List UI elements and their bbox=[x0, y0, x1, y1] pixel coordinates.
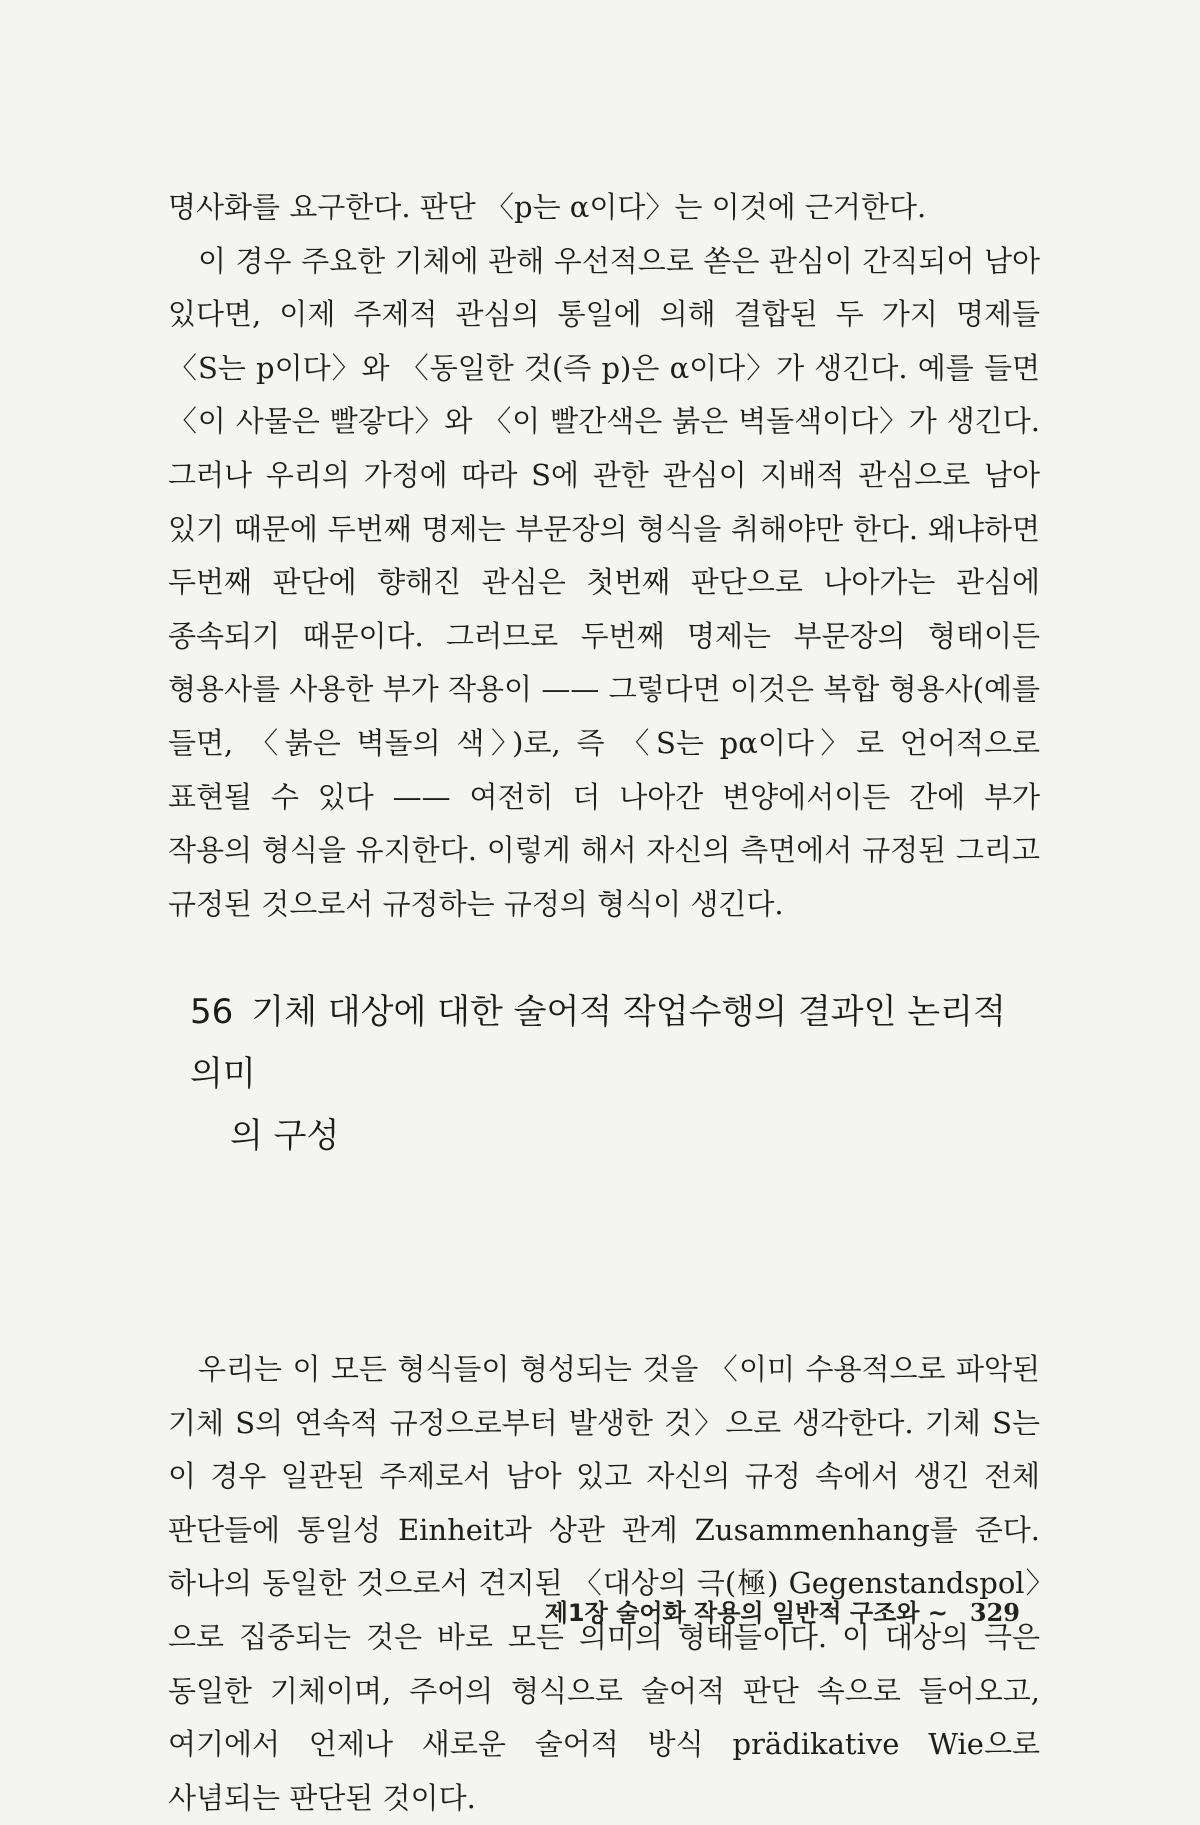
section-title-line2: 의 구성 bbox=[230, 1116, 340, 1156]
running-head: 제1장 술어화 작용의 일반적 구조와 ~ bbox=[544, 1599, 948, 1627]
page-number: 329 bbox=[969, 1598, 1020, 1627]
paragraph-object-pole: 우리는 이 모든 형식들이 형성되는 것을 〈이미 수용적으로 파악된 기체 S의 연속적 규정으로부터 발생한 것〉으로 생각한다. 기체 S는 이 경우 일관된 주제로서 남아 있고 자신의 규정 속에서 생긴 전체 판단들에 통일성 Einheit과 상관 관계 Zusammenhang를 준다. 하나의 동일한 것으로서 견지된 〈대상의 극(極) Gegenstandspol〉으로 집중되는 것은 바로 모든 의미의 형태들이다. 이 대상의 극은 동일한 기체이며, 주어의 형식으로 술어적 판단 속으로 들어오고, 여기에서 언제나 새로운 술어적 방식 prädikative Wie으로 사념되는 판단된 것이다. bbox=[168, 1352, 1040, 1815]
section-title-line1: 기체 대상에 대한 술어적 작업수행의 결과인 논리적 의미 bbox=[190, 992, 1006, 1094]
section-heading bbox=[190, 981, 1040, 1167]
body-text-top bbox=[168, 181, 1040, 931]
paragraph-substrate-interest: 이 경우 주요한 기체에 관해 우선적으로 쏟은 관심이 간직되어 남아 있다면, 이제 주제적 관심의 통일에 의해 결합된 두 가지 명제들 〈S는 p이다〉와 〈동일한 것(즉 p)은 α이다〉가 생긴다. 예를 들면 〈이 사물은 빨갛다〉와 〈이 빨간색은 붉은 벽돌색이다〉가 생긴다. 그러나 우리의 가정에 따라 S에 관한 관심이 지배적 관심으로 남아 있기 때문에 두번째 명제는 부문장의 형식을 취해야만 한다. 왜냐하면 두번째 판단에 향해진 관심은 첫번째 판단으로 나아가는 관심에 종속되기 때문이다. 그러므로 두번째 명제는 부문장의 형태이든 형용사를 사용한 부가 작용이 —— 그렇다면 이것은 복합 형용사(예를 들면, 〈붉은 벽돌의 색〉)로, 즉 〈S는 pα이다〉로 언어적으로 표현될 수 있다 —— 여전히 더 나아간 변양에서이든 간에 부가 작용의 형식을 유지한다. 이렇게 해서 자신의 측면에서 규정된 그리고 규정된 것으로서 규정하는 규정의 형식이 생긴다. bbox=[168, 243, 1040, 921]
continuation-paragraph: 명사화를 요구한다. 판단 〈p는 α이다〉는 이것에 근거한다. bbox=[168, 190, 927, 224]
page-footer bbox=[500, 1596, 1020, 1630]
section-number: 56 bbox=[190, 992, 234, 1032]
body-text-bottom bbox=[168, 1343, 1040, 1825]
